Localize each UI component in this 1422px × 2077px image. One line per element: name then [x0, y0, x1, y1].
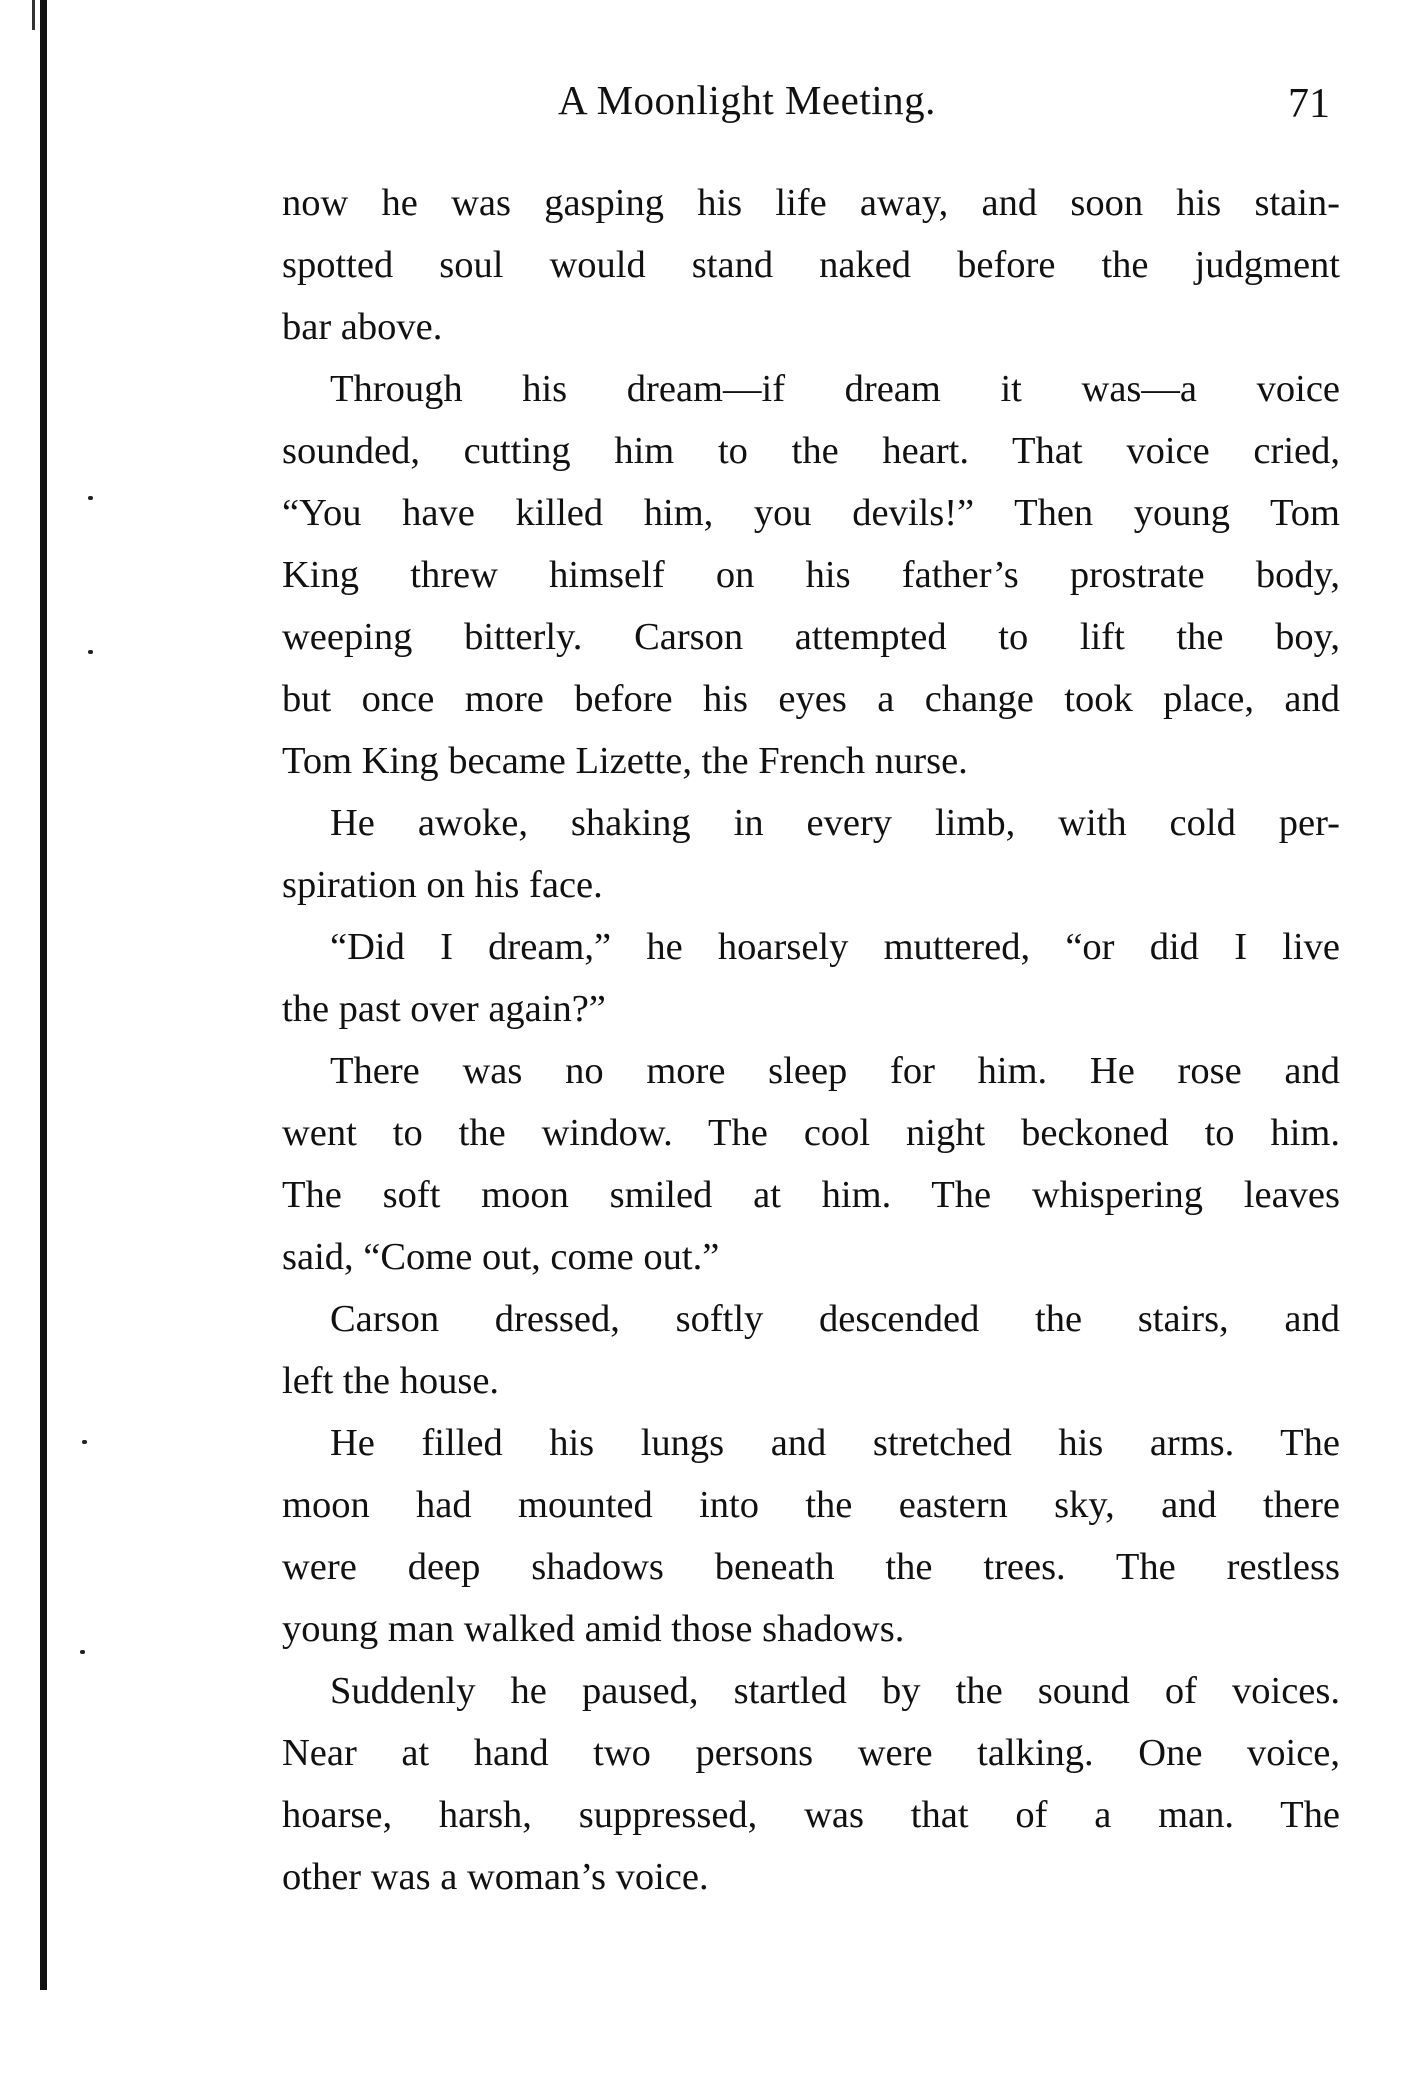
- paragraph: [282, 1660, 1340, 1908]
- paragraph: [282, 172, 1340, 358]
- scan-speck: [88, 496, 93, 500]
- text-line: said, “Come out, come out.”: [282, 1236, 720, 1278]
- text-line: went to the window. The cool night beckoned to him.: [282, 1112, 1340, 1154]
- text-line: “Did I dream,” he hoarsely muttered, “or did I live: [330, 926, 1340, 968]
- text-line: the past over again?”: [282, 988, 606, 1030]
- body-text: [282, 172, 1340, 1908]
- text-line: There was no more sleep for him. He rose and: [330, 1050, 1340, 1092]
- running-title: A Moonlight Meeting.: [558, 77, 936, 123]
- text-line: hoarse, harsh, suppressed, was that of a man. The: [282, 1794, 1340, 1836]
- text-line: Carson dressed, softly descended the stairs, and: [330, 1298, 1340, 1340]
- text-line: left the house.: [282, 1360, 500, 1402]
- text-line: young man walked amid those shadows.: [282, 1608, 905, 1650]
- paragraph: [282, 1412, 1340, 1660]
- binding-edge: [40, 0, 47, 1990]
- text-line: sounded, cutting him to the heart. That voice cried,: [282, 430, 1340, 472]
- text-line: now he was gasping his life away, and soon his stain-: [282, 182, 1340, 224]
- paragraph: [282, 1040, 1340, 1288]
- text-line: He awoke, shaking in every limb, with cold per-: [330, 802, 1340, 844]
- text-line: The soft moon smiled at him. The whispering leaves: [282, 1174, 1340, 1216]
- page-number: 71: [1288, 81, 1330, 127]
- scan-speck: [88, 650, 93, 654]
- text-line: spiration on his face.: [282, 864, 603, 906]
- text-line: moon had mounted into the eastern sky, and there: [282, 1484, 1340, 1526]
- paragraph: [282, 358, 1340, 792]
- text-line: spotted soul would stand naked before the judgment: [282, 244, 1340, 286]
- text-line: Through his dream—if dream it was—a voice: [330, 368, 1340, 410]
- text-line: weeping bitterly. Carson attempted to lift the boy,: [282, 616, 1340, 658]
- text-line: were deep shadows beneath the trees. The restless: [282, 1546, 1340, 1588]
- paragraph: [282, 916, 1340, 1040]
- text-line: but once more before his eyes a change took place, and: [282, 678, 1340, 720]
- text-line: bar above.: [282, 306, 443, 348]
- text-line: Near at hand two persons were talking. One voice,: [282, 1732, 1340, 1774]
- scan-speck: [80, 1650, 85, 1654]
- page-header: [0, 76, 1422, 136]
- text-line: Suddenly he paused, startled by the sound of voices.: [330, 1670, 1340, 1712]
- text-line: “You have killed him, you devils!” Then young Tom: [282, 492, 1340, 534]
- paragraph: [282, 1288, 1340, 1412]
- text-line: King threw himself on his father’s prostrate body,: [282, 554, 1340, 596]
- binding-edge-mark: [32, 0, 35, 30]
- text-line: Tom King became Lizette, the French nurse.: [282, 740, 968, 782]
- paragraph: [282, 792, 1340, 916]
- scan-speck: [82, 1440, 87, 1444]
- text-line: He filled his lungs and stretched his arms. The: [330, 1422, 1340, 1464]
- text-line: other was a woman’s voice.: [282, 1856, 709, 1898]
